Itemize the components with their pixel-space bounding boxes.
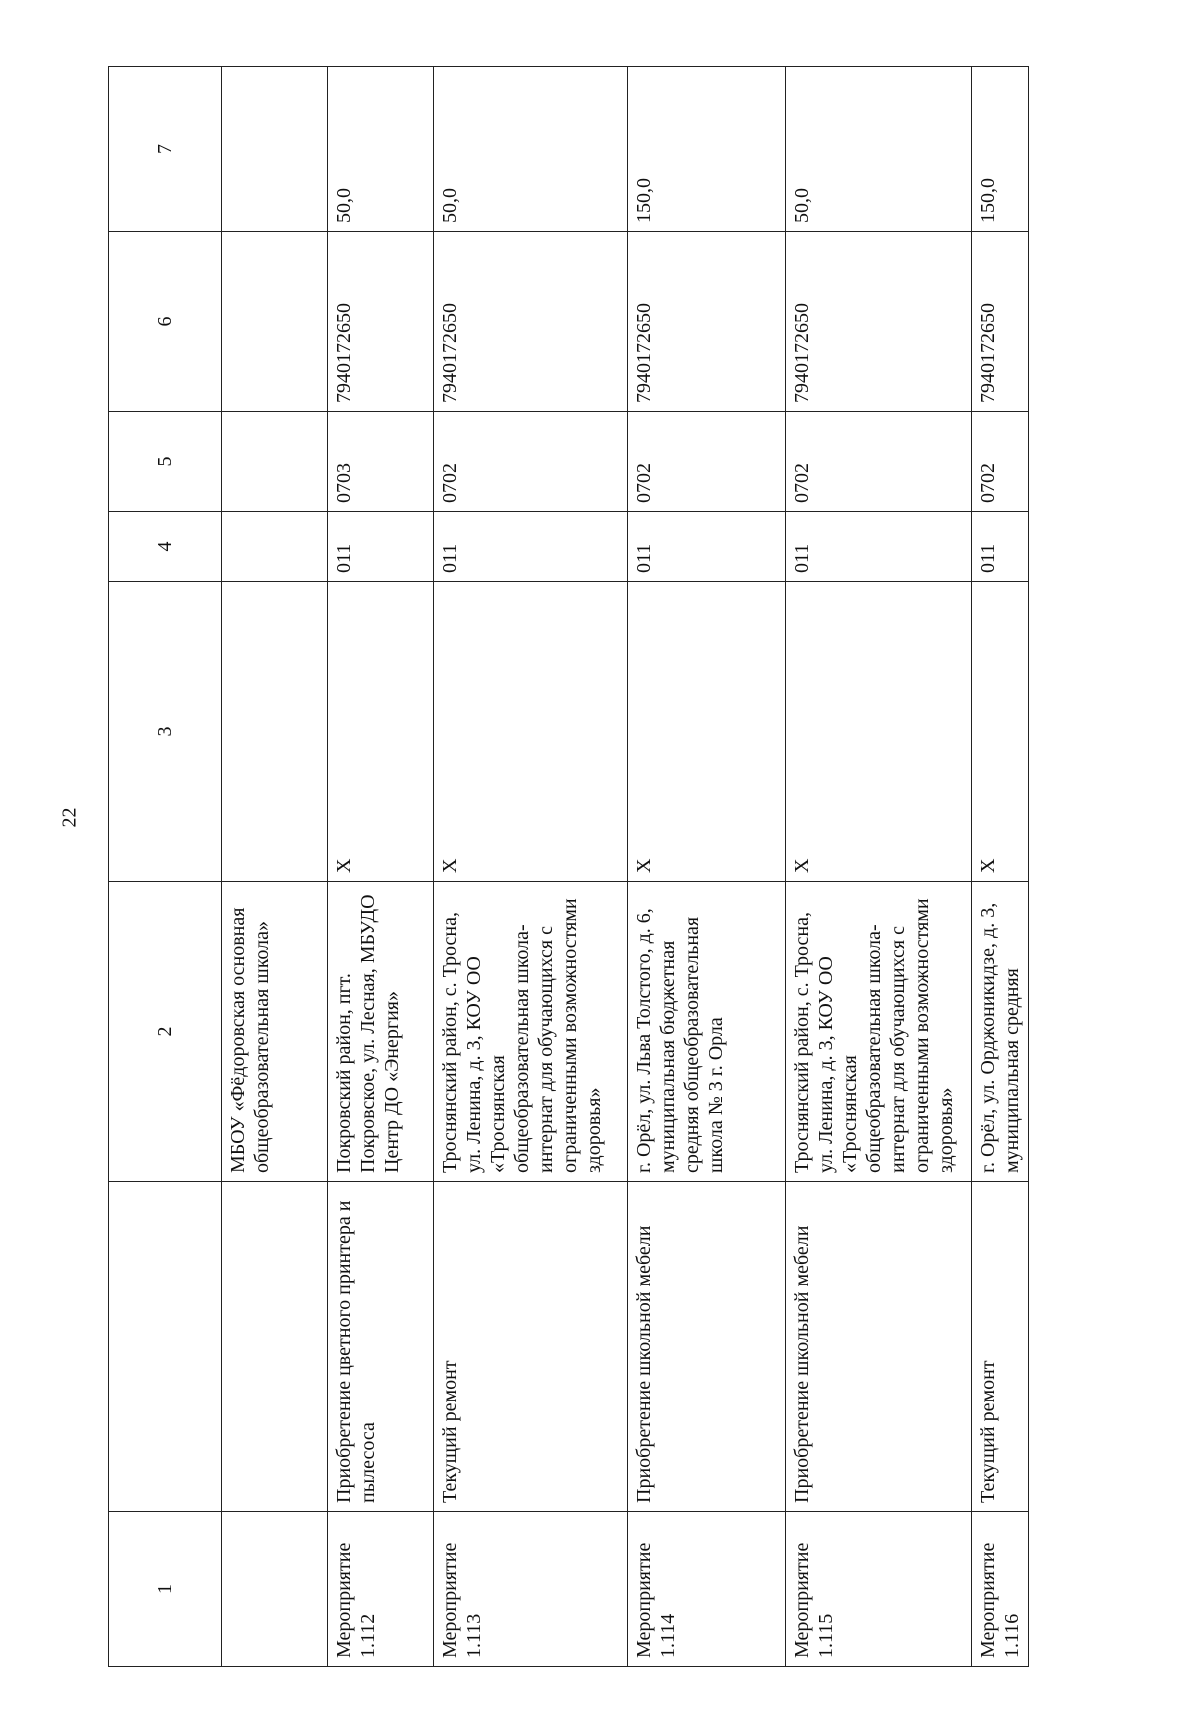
table-row xyxy=(222,67,328,1667)
code-cell: 0702 xyxy=(786,412,972,512)
column-header xyxy=(109,1182,222,1512)
mark-cell: Х xyxy=(972,582,1029,882)
table-header-row xyxy=(109,67,222,1667)
code-cell: 7940172650 xyxy=(786,232,972,412)
amount-cell: 50,0 xyxy=(328,67,434,232)
event-cell: Мероприятие 1.112 xyxy=(328,1512,434,1667)
amount-cell: 50,0 xyxy=(434,67,628,232)
action-cell: Текущий ремонт xyxy=(434,1182,628,1512)
amount-cell: 150,0 xyxy=(972,67,1029,232)
action-cell: Приобретение школьной мебели xyxy=(628,1182,786,1512)
column-header: 5 xyxy=(109,412,222,512)
mark-cell: Х xyxy=(786,582,972,882)
event-cell: Мероприятие 1.114 xyxy=(628,1512,786,1667)
action-cell: Приобретение цветного принтера и пылесоса xyxy=(328,1182,434,1512)
amount-cell xyxy=(222,67,328,232)
code-cell xyxy=(222,412,328,512)
code-cell xyxy=(222,512,328,582)
code-cell: 011 xyxy=(972,512,1029,582)
code-cell: 7940172650 xyxy=(328,232,434,412)
event-cell: Мероприятие 1.116 xyxy=(972,1512,1029,1667)
event-cell xyxy=(222,1512,328,1667)
address-cell: г. Орёл, ул. Орджоникидзе, д. 3, муниципальная средняя xyxy=(972,882,1029,1182)
code-cell: 7940172650 xyxy=(972,232,1029,412)
code-cell: 7940172650 xyxy=(628,232,786,412)
table-row xyxy=(972,67,1029,1667)
data-table xyxy=(108,66,1029,1667)
table-row xyxy=(328,67,434,1667)
column-header: 2 xyxy=(109,882,222,1182)
event-cell: Мероприятие 1.113 xyxy=(434,1512,628,1667)
address-cell: Троснянский район, с. Тросна, ул. Ленина, д. 3, КОУ ОО «Троснянская общеобразовательная школа-интернат для обучающихся с ограниченными возможностями здоровья» xyxy=(786,882,972,1182)
code-cell: 0702 xyxy=(972,412,1029,512)
mark-cell: Х xyxy=(434,582,628,882)
action-cell xyxy=(222,1182,328,1512)
column-header: 7 xyxy=(109,67,222,232)
mark-cell: Х xyxy=(628,582,786,882)
action-cell: Текущий ремонт xyxy=(972,1182,1029,1512)
event-cell: Мероприятие 1.115 xyxy=(786,1512,972,1667)
page-number: 22 xyxy=(58,807,81,828)
column-header: 3 xyxy=(109,582,222,882)
code-cell: 7940172650 xyxy=(434,232,628,412)
table-row xyxy=(628,67,786,1667)
rotated-table-container xyxy=(108,67,1028,1667)
address-cell: Троснянский район, с. Тросна, ул. Ленина, д. 3, КОУ ОО «Троснянская общеобразовательная школа-интернат для обучающихся с ограниченными возможностями здоровья» xyxy=(434,882,628,1182)
table-row xyxy=(786,67,972,1667)
column-header: 1 xyxy=(109,1512,222,1667)
code-cell: 0702 xyxy=(628,412,786,512)
action-cell: Приобретение школьной мебели xyxy=(786,1182,972,1512)
mark-cell: Х xyxy=(328,582,434,882)
code-cell: 011 xyxy=(434,512,628,582)
table-row xyxy=(434,67,628,1667)
address-cell: г. Орёл, ул. Льва Толстого, д. 6, муниципальная бюджетная средняя общеобразовательная школа № 3 г. Орла xyxy=(628,882,786,1182)
amount-cell: 150,0 xyxy=(628,67,786,232)
code-cell: 0703 xyxy=(328,412,434,512)
column-header: 6 xyxy=(109,232,222,412)
amount-cell: 50,0 xyxy=(786,67,972,232)
mark-cell xyxy=(222,582,328,882)
code-cell: 011 xyxy=(328,512,434,582)
code-cell: 0702 xyxy=(434,412,628,512)
column-header: 4 xyxy=(109,512,222,582)
code-cell xyxy=(222,232,328,412)
code-cell: 011 xyxy=(628,512,786,582)
address-cell: МБОУ «Фёдоровская основная общеобразовательная школа» xyxy=(222,882,328,1182)
code-cell: 011 xyxy=(786,512,972,582)
address-cell: Покровский район, пгт. Покровское, ул. Лесная, МБУДО Центр ДО «Энергия» xyxy=(328,882,434,1182)
